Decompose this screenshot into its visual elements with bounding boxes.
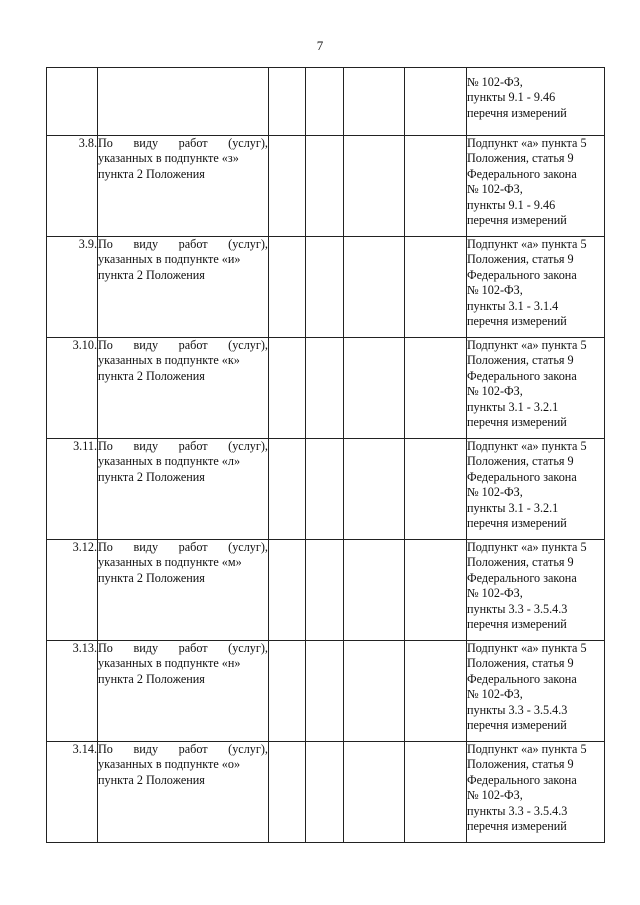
- reference-line: Положения, статья 9: [467, 757, 574, 772]
- description-word: По: [98, 338, 113, 352]
- cell-empty: [405, 237, 467, 338]
- description-line: указанных в подпункте «о»: [98, 757, 241, 772]
- description-line: [98, 742, 268, 757]
- reference-line: № 102-ФЗ,: [467, 586, 523, 601]
- cell-empty: [269, 136, 306, 237]
- reference-line: Федерального закона: [467, 671, 577, 686]
- cell-reference: [467, 641, 605, 742]
- reference-line: № 102-ФЗ,: [467, 75, 523, 89]
- reference-line: Подпункт «а» пункта 5: [467, 641, 587, 655]
- cell-empty: [306, 338, 344, 439]
- description-word: работ: [178, 742, 208, 756]
- cell-description: [98, 136, 269, 237]
- cell-empty: [405, 742, 467, 843]
- description-line: указанных в подпункте «н»: [98, 656, 241, 671]
- description-word: виду: [133, 540, 159, 554]
- description-line: указанных в подпункте «з»: [98, 151, 239, 166]
- row-number: 3.8.: [47, 136, 98, 237]
- description-word: По: [98, 742, 113, 756]
- description-line: [98, 338, 268, 353]
- reference-line: пункты 9.1 - 9.46: [467, 197, 556, 212]
- description-word: (услуг),: [228, 338, 268, 352]
- reference-line: № 102-ФЗ,: [467, 182, 523, 197]
- reference-line: № 102-ФЗ,: [467, 788, 523, 803]
- description-line: [98, 540, 268, 555]
- description-line: [98, 237, 268, 252]
- reference-line: Подпункт «а» пункта 5: [467, 439, 587, 453]
- reference-line: Федерального закона: [467, 469, 577, 484]
- cell-empty: [344, 439, 405, 540]
- cell-description: [98, 641, 269, 742]
- cell-empty: [306, 136, 344, 237]
- page-number: 7: [316, 38, 324, 53]
- cell-description: [98, 439, 269, 540]
- description-word: По: [98, 641, 113, 655]
- cell-reference: [467, 540, 605, 641]
- description-line: пункта 2 Положения: [98, 570, 205, 585]
- reference-line: пункты 3.1 - 3.2.1: [467, 500, 559, 515]
- reference-line: Подпункт «а» пункта 5: [467, 338, 587, 352]
- cell-number: [47, 68, 98, 136]
- cell-reference: [467, 742, 605, 843]
- cell-empty: [344, 641, 405, 742]
- reference-line: № 102-ФЗ,: [467, 384, 523, 399]
- cell-empty: [405, 68, 467, 136]
- cell-empty: [306, 237, 344, 338]
- table-row: [47, 742, 605, 843]
- reference-line: перечня измерений: [467, 213, 567, 228]
- cell-description: [98, 338, 269, 439]
- description-line: пункта 2 Положения: [98, 368, 205, 383]
- table-row: [47, 68, 605, 136]
- reference-line: Положения, статья 9: [467, 555, 574, 570]
- cell-empty: [306, 742, 344, 843]
- cell-empty: [344, 540, 405, 641]
- reference-line: перечня измерений: [467, 415, 567, 430]
- description-word: виду: [133, 237, 159, 251]
- description-line: указанных в подпункте «к»: [98, 353, 240, 368]
- description-line: пункта 2 Положения: [98, 267, 205, 282]
- measurements-table: [46, 67, 605, 843]
- cell-empty: [269, 742, 306, 843]
- description-line: [98, 641, 268, 656]
- reference-line: перечня измерений: [467, 314, 567, 329]
- reference-line: Подпункт «а» пункта 5: [467, 136, 587, 150]
- cell-empty: [344, 237, 405, 338]
- reference-line: Федерального закона: [467, 166, 577, 181]
- cell-reference: [467, 136, 605, 237]
- reference-line: перечня измерений: [467, 105, 567, 120]
- table-row: [47, 641, 605, 742]
- description-word: работ: [178, 540, 208, 554]
- description-word: работ: [178, 136, 208, 150]
- description-word: (услуг),: [228, 641, 268, 655]
- reference-line: перечня измерений: [467, 516, 567, 531]
- description-word: работ: [178, 237, 208, 251]
- description-word: По: [98, 136, 113, 150]
- cell-empty: [306, 439, 344, 540]
- row-number: 3.12.: [47, 540, 98, 641]
- reference-line: перечня измерений: [467, 819, 567, 834]
- cell-description: [98, 68, 269, 136]
- description-word: виду: [133, 439, 159, 453]
- description-word: работ: [178, 439, 208, 453]
- cell-reference: [467, 338, 605, 439]
- description-word: (услуг),: [228, 439, 268, 453]
- description-word: виду: [133, 136, 159, 150]
- table-row: [47, 237, 605, 338]
- row-number: 3.9.: [47, 237, 98, 338]
- reference-line: № 102-ФЗ,: [467, 283, 523, 298]
- cell-description: [98, 742, 269, 843]
- cell-empty: [269, 540, 306, 641]
- table-row: [47, 540, 605, 641]
- description-word: По: [98, 237, 113, 251]
- reference-line: Федерального закона: [467, 772, 577, 787]
- reference-line: перечня измерений: [467, 718, 567, 733]
- row-number: 3.10.: [47, 338, 98, 439]
- cell-empty: [306, 68, 344, 136]
- description-line: указанных в подпункте «и»: [98, 252, 241, 267]
- description-line: [98, 136, 268, 151]
- reference-line: пункты 3.3 - 3.5.4.3: [467, 601, 568, 616]
- row-number: 3.14.: [47, 742, 98, 843]
- reference-line: Федерального закона: [467, 570, 577, 585]
- row-number: 3.11.: [47, 439, 98, 540]
- description-word: (услуг),: [228, 742, 268, 756]
- description-word: виду: [133, 338, 159, 352]
- table-row: [47, 136, 605, 237]
- reference-line: пункты 9.1 - 9.46: [467, 90, 556, 105]
- reference-line: Подпункт «а» пункта 5: [467, 742, 587, 756]
- cell-empty: [405, 136, 467, 237]
- reference-line: № 102-ФЗ,: [467, 687, 523, 702]
- description-word: По: [98, 540, 113, 554]
- reference-line: пункты 3.3 - 3.5.4.3: [467, 803, 568, 818]
- cell-empty: [269, 439, 306, 540]
- reference-line: пункты 3.1 - 3.1.4: [467, 298, 559, 313]
- cell-description: [98, 237, 269, 338]
- reference-line: Положения, статья 9: [467, 252, 574, 267]
- description-line: указанных в подпункте «л»: [98, 454, 241, 469]
- description-word: виду: [133, 641, 159, 655]
- reference-line: Федерального закона: [467, 267, 577, 282]
- table-row: [47, 338, 605, 439]
- reference-line: Положения, статья 9: [467, 656, 574, 671]
- row-number: 3.13.: [47, 641, 98, 742]
- cell-reference: [467, 68, 605, 136]
- reference-line: перечня измерений: [467, 617, 567, 632]
- description-line: указанных в подпункте «м»: [98, 555, 242, 570]
- description-word: (услуг),: [228, 540, 268, 554]
- description-line: [98, 439, 268, 454]
- reference-line: Подпункт «а» пункта 5: [467, 237, 587, 251]
- description-word: работ: [178, 641, 208, 655]
- description-line: пункта 2 Положения: [98, 469, 205, 484]
- cell-empty: [269, 641, 306, 742]
- table-row: [47, 439, 605, 540]
- description-word: (услуг),: [228, 136, 268, 150]
- cell-empty: [306, 540, 344, 641]
- cell-empty: [344, 136, 405, 237]
- description-word: работ: [178, 338, 208, 352]
- cell-empty: [269, 338, 306, 439]
- cell-reference: [467, 237, 605, 338]
- cell-empty: [344, 338, 405, 439]
- description-line: пункта 2 Положения: [98, 772, 205, 787]
- reference-line: Положения, статья 9: [467, 353, 574, 368]
- reference-line: пункты 3.1 - 3.2.1: [467, 399, 559, 414]
- table-body: [47, 68, 605, 843]
- cell-description: [98, 540, 269, 641]
- cell-empty: [306, 641, 344, 742]
- cell-empty: [269, 68, 306, 136]
- reference-line: пункты 3.3 - 3.5.4.3: [467, 702, 568, 717]
- cell-reference: [467, 439, 605, 540]
- reference-line: Положения, статья 9: [467, 151, 574, 166]
- cell-empty: [269, 237, 306, 338]
- reference-line: № 102-ФЗ,: [467, 485, 523, 500]
- cell-empty: [405, 338, 467, 439]
- reference-line: Подпункт «а» пункта 5: [467, 540, 587, 554]
- description-line: пункта 2 Положения: [98, 166, 205, 181]
- cell-empty: [405, 641, 467, 742]
- cell-empty: [344, 742, 405, 843]
- cell-empty: [405, 540, 467, 641]
- reference-line: Федерального закона: [467, 368, 577, 383]
- description-word: виду: [133, 742, 159, 756]
- description-word: (услуг),: [228, 237, 268, 251]
- description-word: По: [98, 439, 113, 453]
- description-line: пункта 2 Положения: [98, 671, 205, 686]
- reference-line: Положения, статья 9: [467, 454, 574, 469]
- cell-empty: [405, 439, 467, 540]
- cell-empty: [344, 68, 405, 136]
